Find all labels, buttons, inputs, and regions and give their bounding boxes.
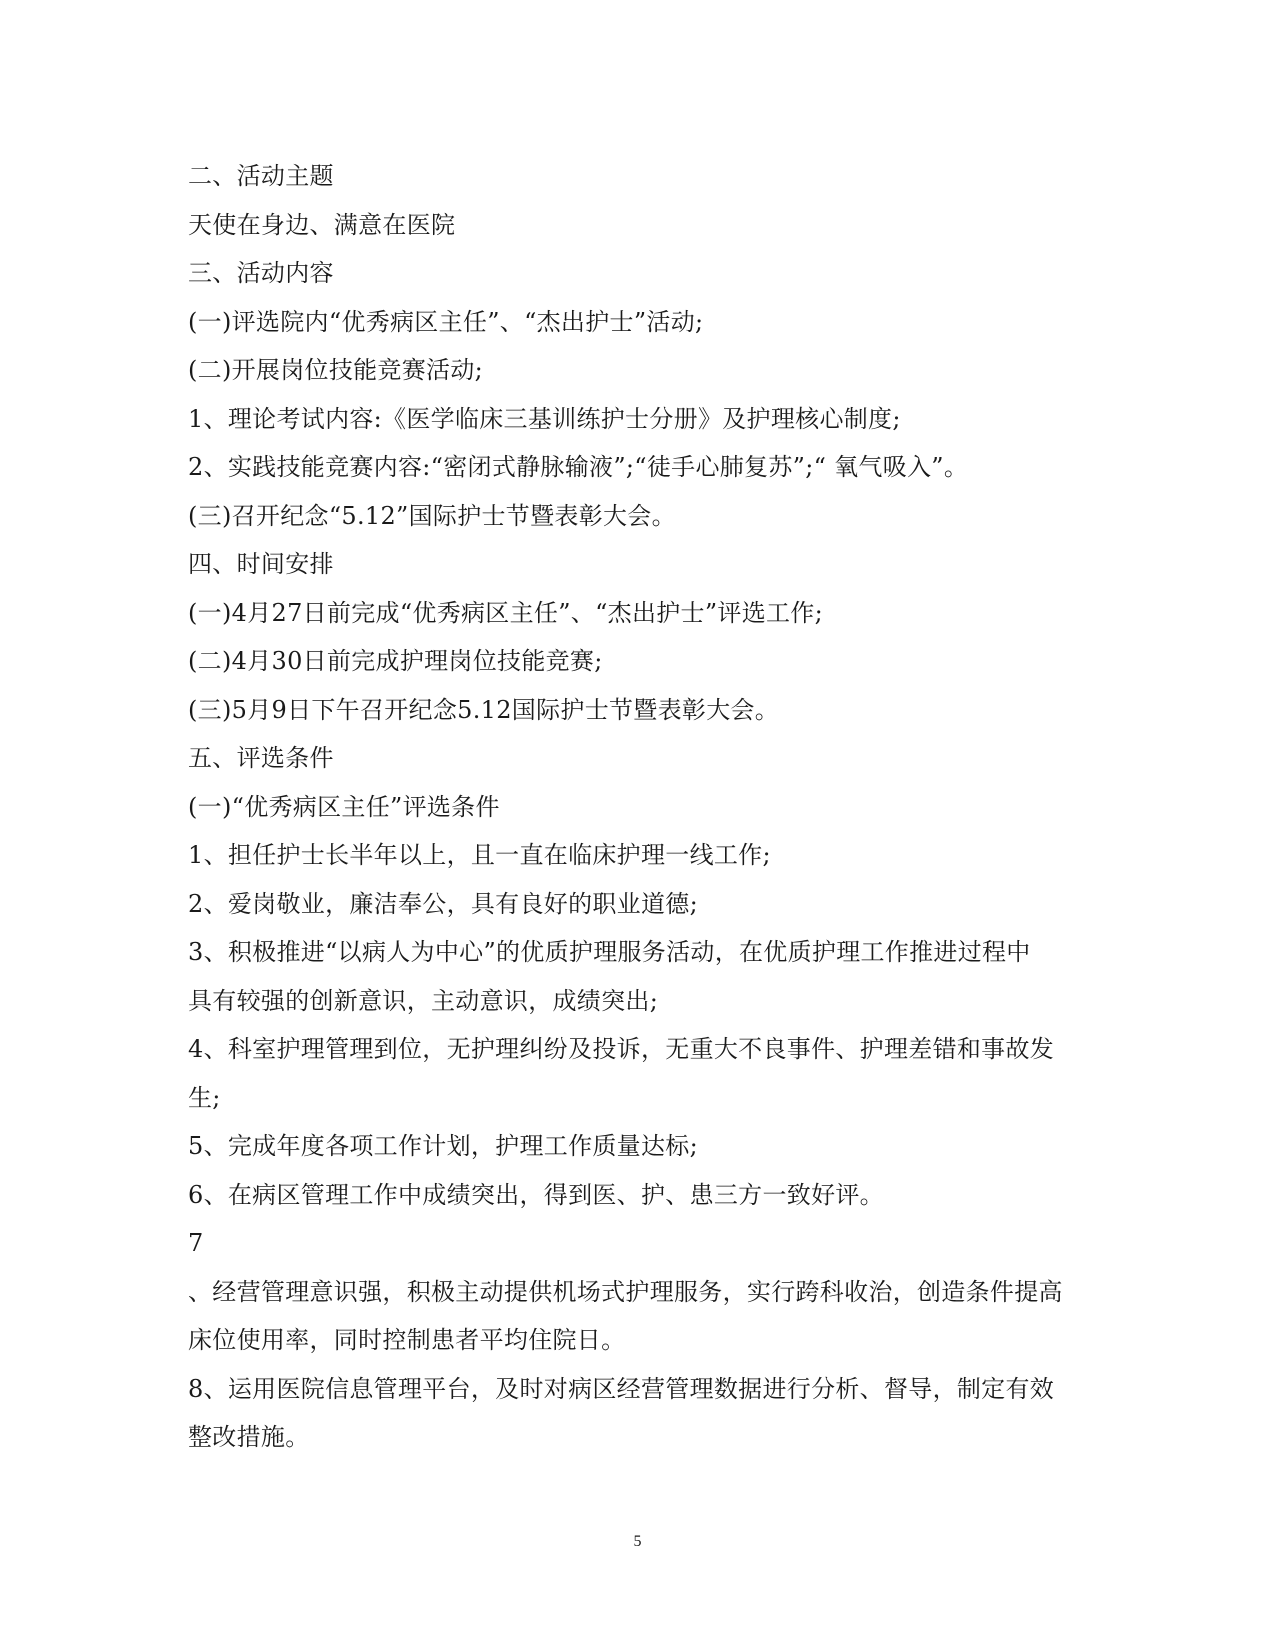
page-number: 5 (633, 1533, 642, 1550)
section-heading-criteria: 五、评选条件 (188, 744, 334, 772)
criteria-item-1: 1、担任护士长半年以上，且一直在临床护理一线工作; (188, 841, 771, 869)
criteria-subheading: (一)“优秀病区主任”评选条件 (188, 792, 500, 821)
section-heading-theme: 二、活动主题 (188, 162, 334, 190)
schedule-item-2: (二)4月30日前完成护理岗位技能竞赛; (188, 647, 603, 675)
criteria-item-3-cont: 具有较强的创新意识，主动意识，成绩突出; (188, 986, 659, 1015)
content-subitem-2: 2、实践技能竞赛内容:“密闭式静脉输液”;“徒手心肺复苏”;“ 氧气吸入”。 (188, 453, 969, 481)
criteria-item-7-number: 7 (188, 1229, 204, 1257)
criteria-item-6: 6、在病区管理工作中成绩突出，得到医、护、患三方一致好评。 (188, 1180, 884, 1209)
criteria-item-2: 2、爱岗敬业，廉洁奉公，具有良好的职业道德; (188, 889, 698, 918)
criteria-item-4-cont: 生; (188, 1083, 221, 1112)
theme-text: 天使在身边、满意在医院 (188, 210, 456, 239)
schedule-item-1: (一)4月27日前完成“优秀病区主任”、“杰出护士”评选工作; (188, 598, 823, 627)
criteria-item-5: 5、完成年度各项工作计划，护理工作质量达标; (188, 1132, 698, 1160)
section-heading-content: 三、活动内容 (188, 259, 334, 287)
document-body (188, 152, 1088, 1462)
content-item-1: (一)评选院内“优秀病区主任”、“杰出护士”活动; (188, 307, 704, 336)
content-item-3: (三)召开纪念“5.12”国际护士节暨表彰大会。 (188, 501, 676, 530)
criteria-item-8-cont: 整改措施。 (188, 1423, 310, 1451)
section-heading-schedule: 四、时间安排 (188, 550, 334, 578)
criteria-item-8: 8、运用医院信息管理平台，及时对病区经营管理数据进行分析、督导，制定有效 (188, 1374, 1055, 1403)
schedule-item-3: (三)5月9日下午召开纪念5.12国际护士节暨表彰大会。 (188, 695, 780, 724)
criteria-item-7: 、经营管理意识强，积极主动提供机场式护理服务，实行跨科收治，创造条件提高 (188, 1277, 1063, 1306)
content-item-2: (二)开展岗位技能竞赛活动; (188, 356, 484, 384)
criteria-item-3: 3、积极推进“以病人为中心”的优质护理服务活动，在优质护理工作推进过程中 (188, 938, 1031, 966)
criteria-item-4: 4、科室护理管理到位，无护理纠纷及投诉，无重大不良事件、护理差错和事故发 (188, 1035, 1055, 1063)
content-subitem-1: 1、理论考试内容:《医学临床三基训练护士分册》及护理核心制度; (188, 404, 901, 433)
criteria-item-7-cont: 床位使用率，同时控制患者平均住院日。 (188, 1326, 626, 1354)
